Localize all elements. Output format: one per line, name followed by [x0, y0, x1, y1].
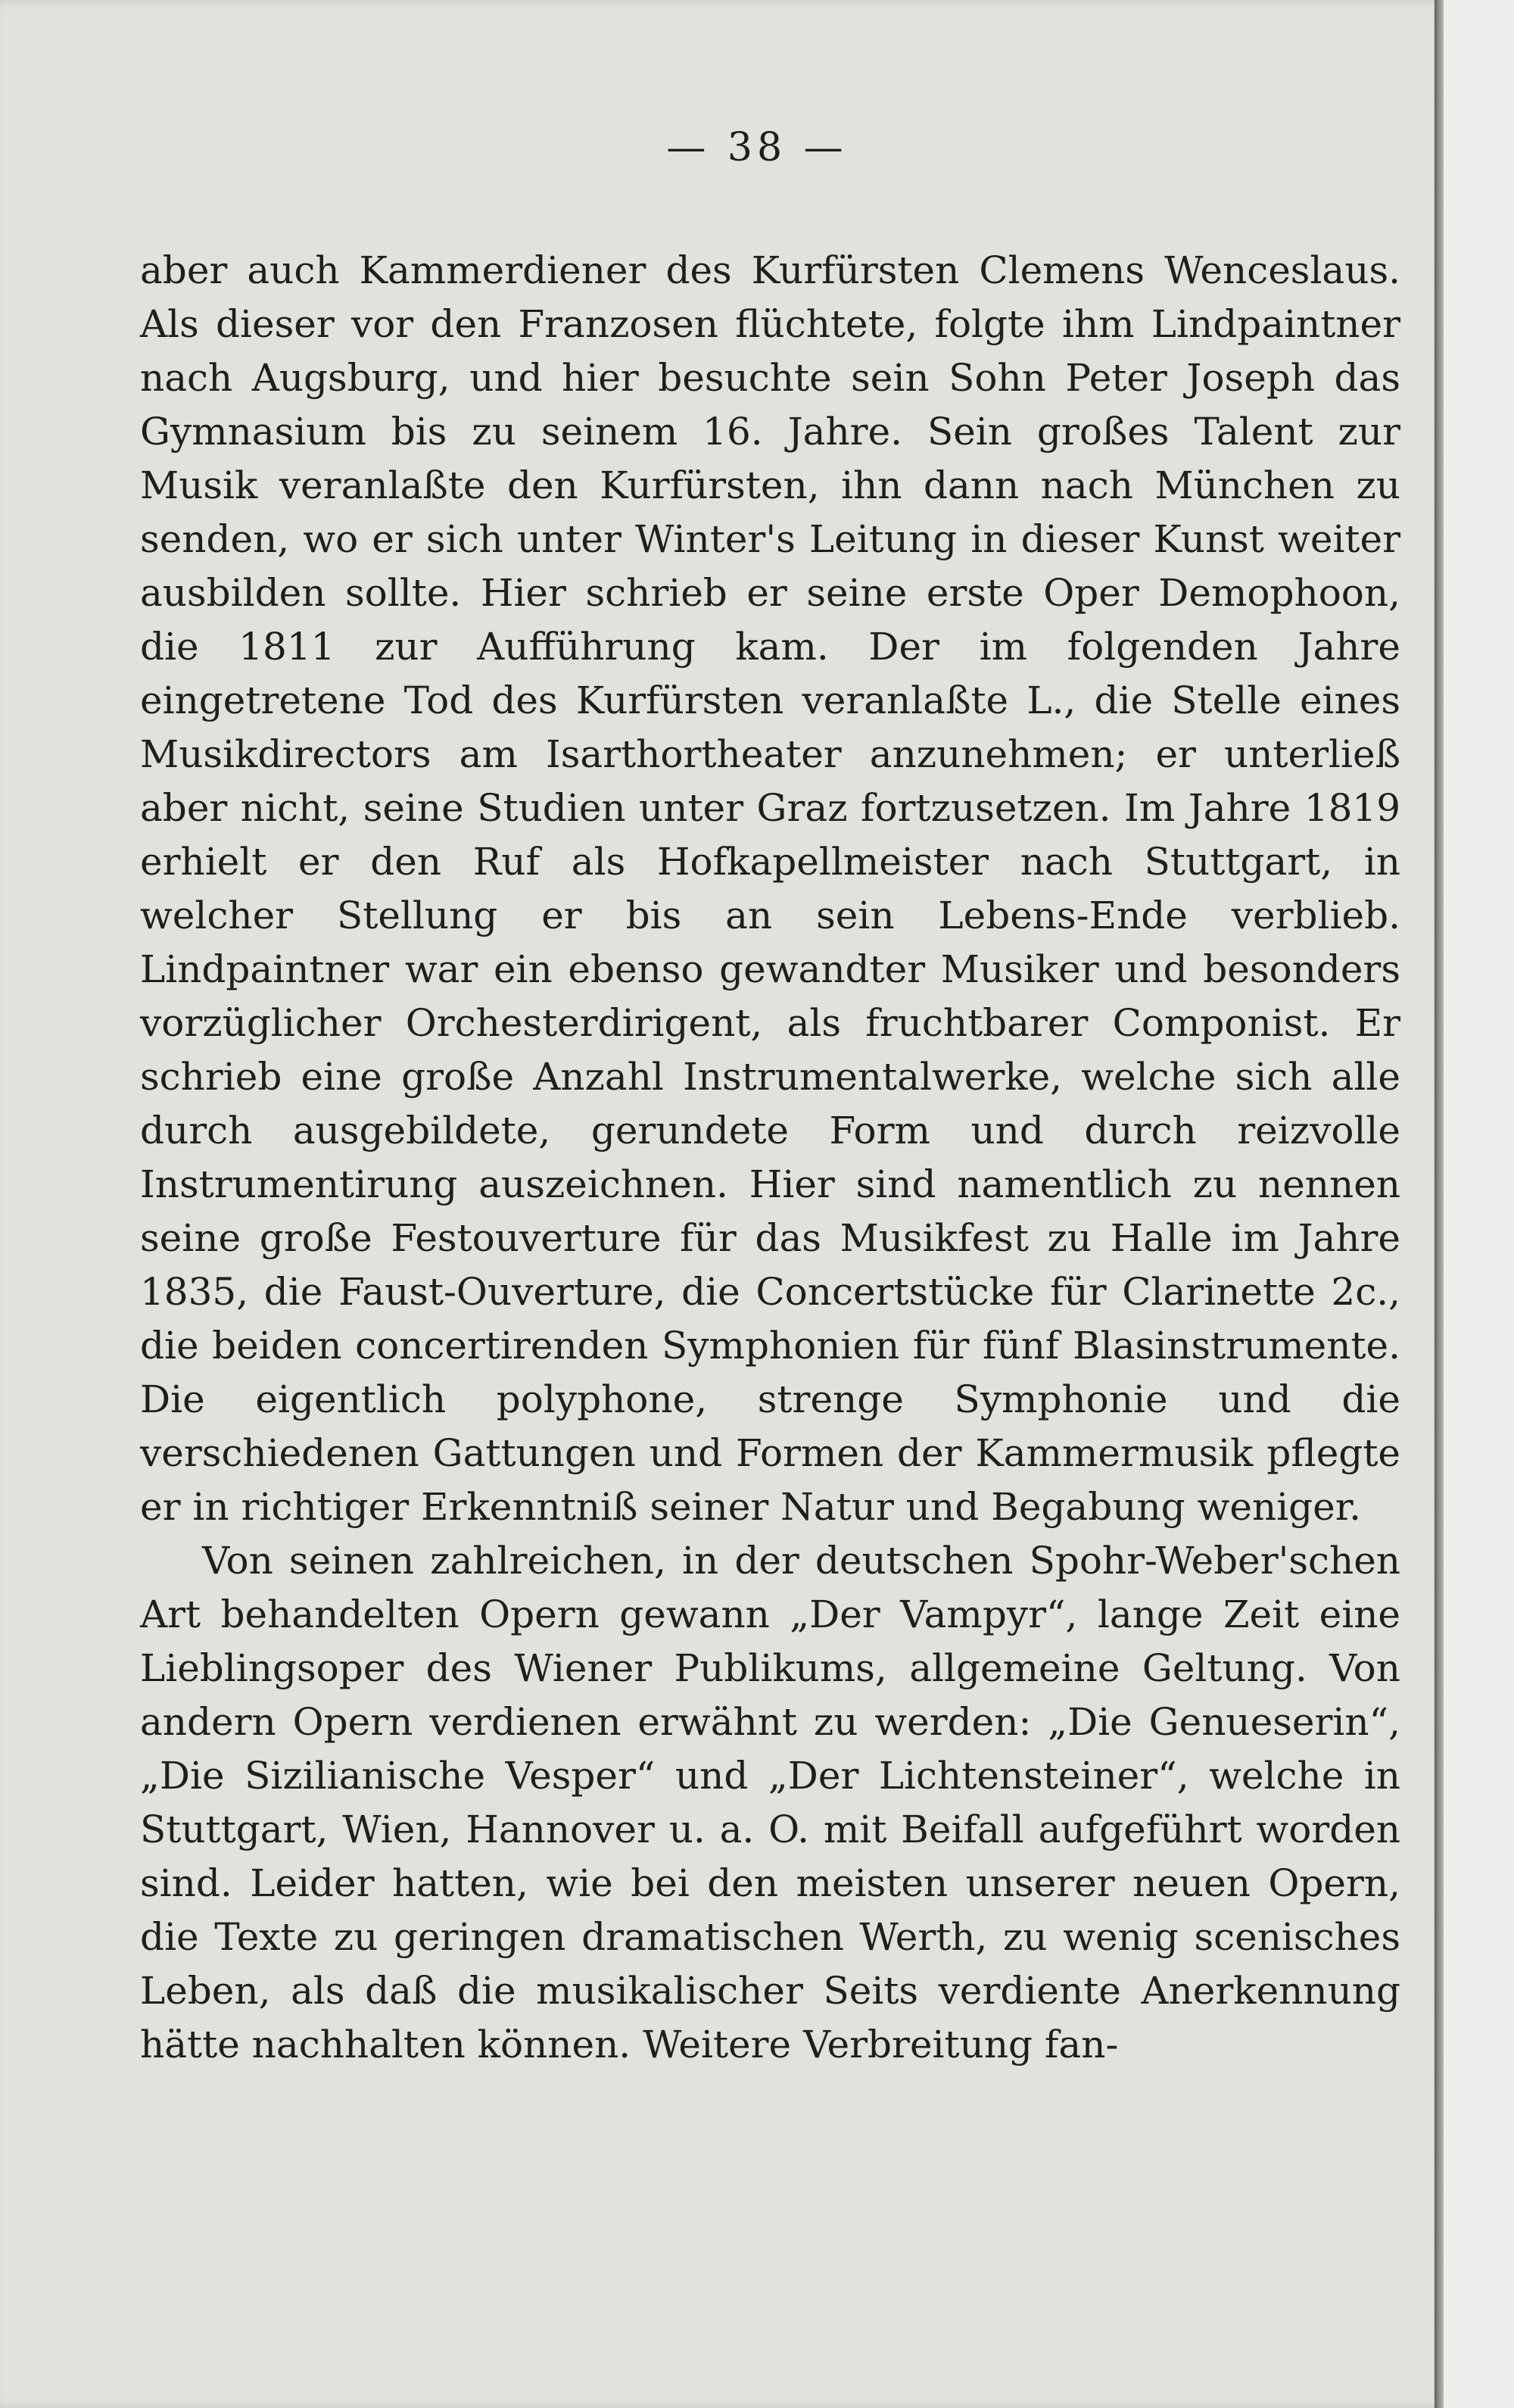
page-number: — 38 —	[666, 125, 848, 170]
page-edge-shadow	[1435, 0, 1444, 2408]
paragraph-1: aber auch Kammerdiener des Kurfürsten Clemens Wenceslaus. Als dieser vor den Franzosen flüchtete, folgte ihm Lindpaintner nach Augsburg, und hier besuchte sein Sohn Peter Joseph das Gymnasium bis zu seinem 16. Jahre. Sein großes Talent zur Musik veranlaßte den Kurfürsten, ihn dann nach München zu senden, wo er sich unter Winter's Leitung in dieser Kunst weiter ausbilden sollte. Hier schrieb er seine erste Oper Demophoon, die 1811 zur Aufführung kam. Der im folgenden Jahre eingetretene Tod des Kurfürsten veranlaßte L., die Stelle eines Musikdirectors am Isarthortheater anzunehmen; er unterließ aber nicht, seine Studien unter Graz fortzusetzen. Im Jahre 1819 erhielt er den Ruf als Hofkapellmeister nach Stuttgart, in welcher Stellung er bis an sein Lebens-Ende verblieb. Lindpaintner war ein ebenso gewandter Musiker und besonders vorzüglicher Orchesterdirigent, als fruchtbarer Componist. Er schrieb eine große Anzahl Instrumentalwerke, welche sich alle durch ausgebildete, gerundete Form und durch reizvolle Instrumentirung auszeichnen. Hier sind namentlich zu nennen seine große Festouverture für das Musikfest zu Halle im Jahre 1835, die Faust-Ouverture, die Concertstücke für Clarinette 2c., die beiden concertirenden Symphonien für fünf Blasinstrumente. Die eigentlich polyphone, strenge Symphonie und die verschiedenen Gattungen und Formen der Kammermusik pflegte er in richtiger Erkenntniß seiner Natur und Begabung weniger.	[140, 248, 1400, 1529]
background-strip	[1444, 0, 1514, 2408]
body-text	[140, 244, 1400, 2072]
paragraph-2: Von seinen zahlreichen, in der deutschen Spohr-Weber'schen Art behandelten Opern gewann „Der Vampyr“, lange Zeit eine Lieblingsoper des Wiener Publikums, allgemeine Geltung. Von andern Opern verdienen erwähnt zu werden: „Die Genueserin“, „Die Sizilianische Vesper“ und „Der Lichtensteiner“, welche in Stuttgart, Wien, Hannover u. a. O. mit Beifall aufgeführt worden sind. Leider hatten, wie bei den meisten unserer neuen Opern, die Texte zu geringen dramatischen Werth, zu wenig scenisches Leben, als daß die musikalischer Seits verdiente Anerkennung hätte nachhalten können. Weitere Verbreitung fan-	[140, 1539, 1400, 2066]
